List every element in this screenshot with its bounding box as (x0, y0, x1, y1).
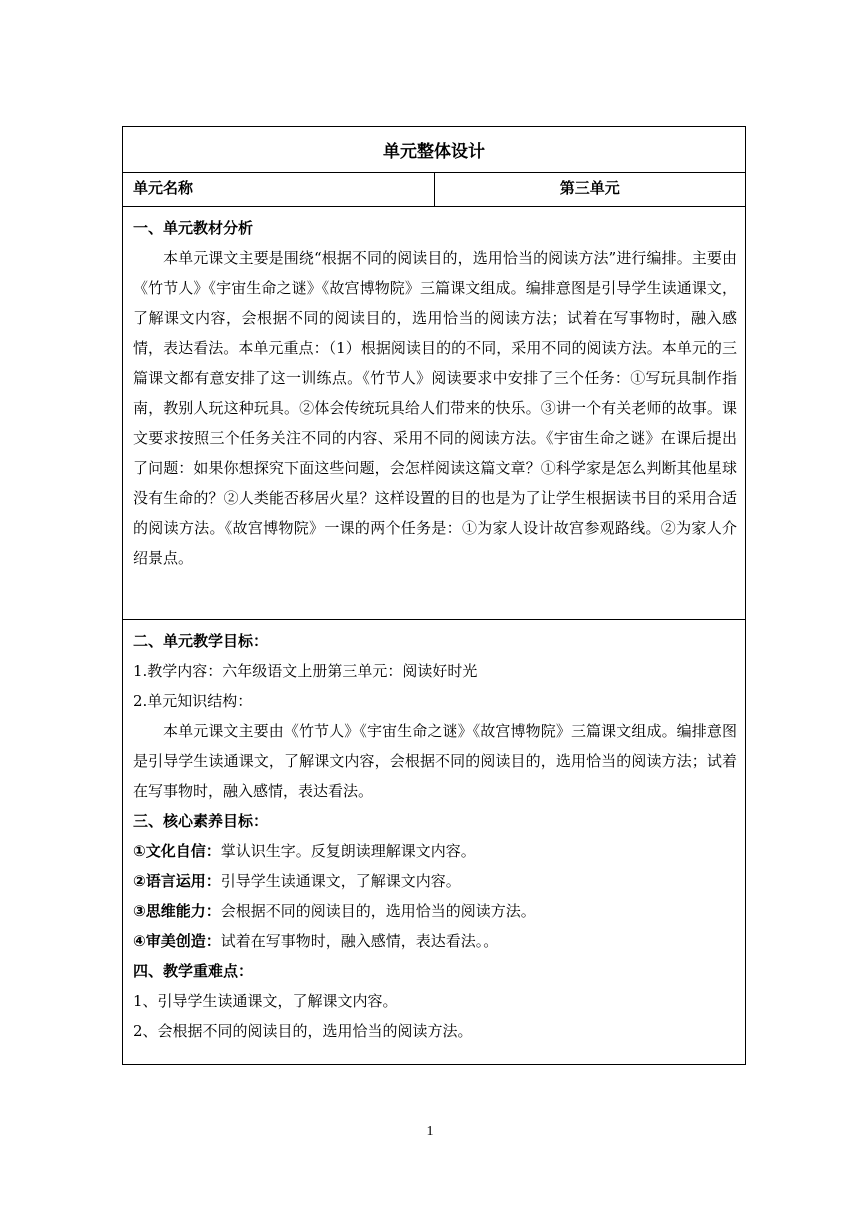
core-goal-item (133, 866, 737, 896)
section2-item2: 2.单元知识结构： (133, 692, 253, 710)
unit-name-label: 单元名称 (123, 173, 435, 207)
section2-item1: 1.教学内容：六年级语文上册第三单元：阅读好时光 (133, 662, 478, 680)
table-title: 单元整体设计 (123, 127, 746, 173)
core-goal-item (133, 896, 737, 926)
core-goal-label: ③思维能力： (133, 902, 221, 920)
key-point-item: 1、引导学生读通课文，了解课文内容。 (133, 992, 398, 1010)
section-material-analysis (123, 207, 746, 620)
core-goal-item (133, 836, 737, 866)
section4-heading: 四、教学重难点： (133, 962, 254, 980)
core-goal-label: ②语言运用： (133, 872, 221, 890)
core-goal-text: 试着在写事物时，融入感情，表达看法。。 (220, 932, 499, 950)
key-point-item: 2、会根据不同的阅读目的，选用恰当的阅读方法。 (133, 1022, 473, 1040)
section2-body: 本单元课文主要由《竹节人》《宇宙生命之谜》《故宫博物院》三篇课文组成。编排意图是引导学生读通课文，了解课文内容，会根据不同的阅读目的，选用恰当的阅读方法；试着在写事物时，融入感情，表达看法。 (133, 722, 737, 800)
section3-heading: 三、核心素养目标： (133, 812, 269, 830)
core-goal-text: 会根据不同的阅读目的，选用恰当的阅读方法。 (220, 902, 536, 920)
page-number: 1 (426, 1124, 434, 1139)
core-goal-item (133, 926, 737, 956)
core-goal-label: ④审美创造： (133, 932, 221, 950)
section1-heading: 一、单元教材分析 (133, 219, 254, 237)
section2-heading: 二、单元教学目标： (133, 632, 269, 650)
section1-body: 本单元课文主要是围绕“根据不同的阅读目的，选用恰当的阅读方法”进行编排。主要由《竹节人》《宇宙生命之谜》《故宫博物院》三篇课文组成。编排意图是引导学生读通课文，了解课文内容，会根据不同的阅读目的，选用恰当的阅读方法；试着在写事物时，融入感情，表达看法。本单元重点：（1）根据阅读目的的不同，采用不同的阅读方法。本单元的三篇课文都有意安排了这一训练点。《竹节人》阅读要求中安排了三个任务：①写玩具制作指南，教别人玩这种玩具。②体会传统玩具给人们带来的快乐。③讲一个有关老师的故事。课文要求按照三个任务关注不同的内容、采用不同的阅读方法。《宇宙生命之谜》在课后提出了问题：如果你想探究下面这些问题，会怎样阅读这篇文章？①科学家是怎么判断其他星球没有生命的？②人类能否移居火星？这样设置的目的也是为了让学生根据读书目的采用合适的阅读方法。《故宫博物院》一课的两个任务是：①为家人设计故宫参观路线。②为家人介绍景点。 (133, 249, 737, 567)
core-goal-text: 掌认识生字。反复朗读理解课文内容。 (220, 842, 476, 860)
unit-name-value: 第三单元 (434, 173, 746, 207)
core-goal-label: ①文化自信： (133, 842, 221, 860)
core-goal-text: 引导学生读通课文，了解课文内容。 (220, 872, 461, 890)
unit-design-table (122, 126, 746, 1065)
section-teaching-goals (123, 620, 746, 1065)
